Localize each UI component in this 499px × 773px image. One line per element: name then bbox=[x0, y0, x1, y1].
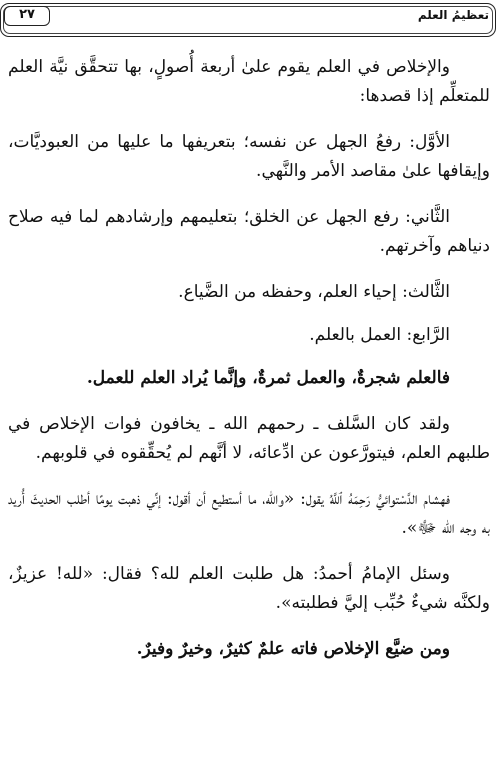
paragraph-intro: والإخلاص في العلم يقوم علىٰ أربعة أُصولٍ، بها تتحقَّق نيَّة العلم للمتعلِّم إذا قصدها: bbox=[8, 57, 490, 106]
paragraph-ahmad-quote: وسئل الإمامُ أحمدُ: هل طلبت العلم لله؟ فقال: «لله! عزيزٌ، ولكنَّه شيءٌ حُبِّب إليَّ فطلبته». bbox=[8, 564, 490, 613]
paragraph-third-principle: الثَّالث: إحياء العلم، وحفظه من الضَّياع. bbox=[178, 282, 450, 302]
paragraph-knowledge-tree: فالعلم شجرةٌ، والعمل ثمرةٌ، وإنَّما يُراد العلم للعمل. bbox=[86, 368, 450, 388]
page-number: ٢٧ bbox=[19, 7, 35, 22]
paragraph-first-principle: الأوَّل: رفعُ الجهل عن نفسه؛ بتعريفها ما عليها من العبوديَّات، وإيقافها علىٰ مقاصد الأمر والنَّهي. bbox=[8, 132, 490, 181]
page-body bbox=[8, 53, 490, 681]
paragraph-conclusion: ومن ضيَّع الإخلاص فاته علمٌ كثيرٌ، وخيرٌ وفيرٌ. bbox=[136, 639, 450, 659]
paragraph-hisham-quote: فهشام الدَّسْتوائيُّ رَحِمَهُ ٱللَّهُ يقول: «والله، ما أستطيع أن أقول: إنِّي ذهبت يومًا أطلب الحديثَ أُريد به وجه الله ﷻ». bbox=[8, 489, 490, 538]
running-title: تعظيمُ العلم bbox=[417, 8, 489, 22]
paragraph-salaf: ولقد كان السَّلف ـ رحمهم الله ـ يخافون فوات الإخلاص في طلبهم العلم، فيتورَّعون عن ادِّعائه، لا أنَّهم لم يُحقِّقوه في قلوبهم. bbox=[8, 414, 490, 463]
paragraph-second-principle: الثَّاني: رفع الجهل عن الخلق؛ بتعليمهم وإرشادهم لما فيه صلاح دنياهم وآخرتهم. bbox=[8, 207, 490, 256]
paragraph-fourth-principle: الرَّابع: العمل بالعلم. bbox=[309, 325, 450, 345]
